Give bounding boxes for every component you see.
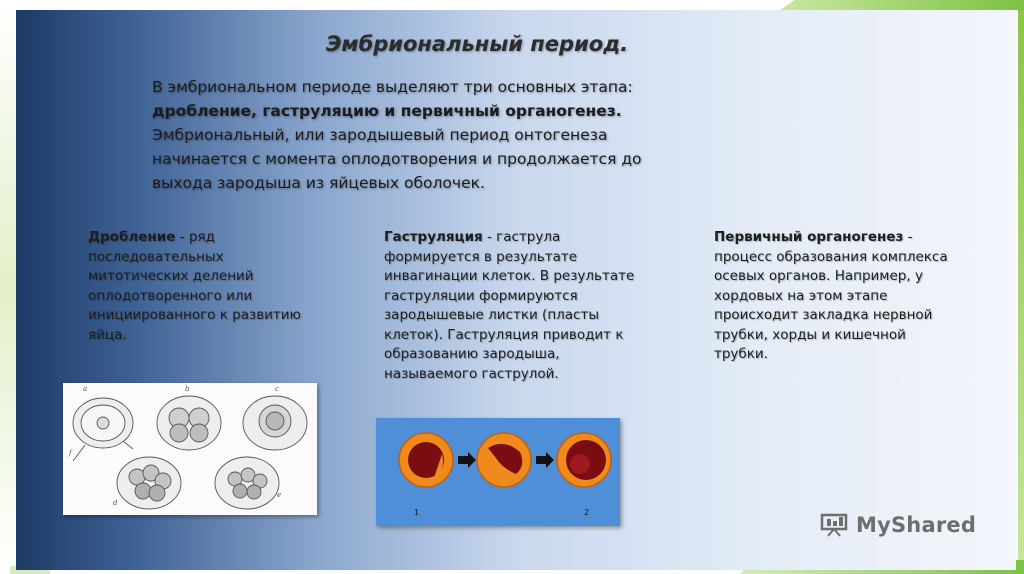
intro-line: В эмбриональном периоде выделяют три основных этапа: — [152, 78, 633, 96]
cleavage-stages-image — [63, 383, 317, 515]
intro-line: выхода зародыша из яйцевых оболочек. — [152, 174, 485, 192]
stage-label-2: 2 — [584, 508, 590, 517]
archenteron — [570, 454, 590, 474]
decorative-right-stripe — [1018, 10, 1024, 574]
intro-line-stages: дробление, гаструляцию и первичный органогенез. — [152, 102, 622, 120]
figure-label-a: a — [83, 385, 88, 393]
figure-label-f: f — [69, 449, 72, 457]
decorative-top-stripe — [780, 0, 1024, 10]
figure-label-e: e — [277, 491, 282, 499]
figure-label-c: c — [275, 385, 279, 393]
decorative-left-bar — [0, 0, 16, 574]
intro-paragraph — [152, 75, 812, 195]
watermark-text: MyShared — [856, 513, 977, 537]
arrow-icon — [536, 452, 554, 468]
cleavage-term: Дробление — [88, 229, 176, 245]
myshared-watermark — [820, 510, 990, 540]
figure-label-b: b — [185, 385, 190, 393]
slide-panel — [16, 10, 1016, 570]
gastrulation-stages-image — [376, 418, 620, 526]
gastrulation-definition — [384, 228, 644, 384]
arrow-icon — [458, 452, 476, 468]
organogenesis-text: - процесс образования комплекса осевых органов. Например, у хордовых на этом этапе происходит закладка нервной трубки, хорды и кишечной трубки. — [714, 229, 948, 362]
projector-screen-icon — [820, 513, 850, 537]
organogenesis-term: Первичный органогенез — [714, 229, 904, 245]
intro-line: Эмбриональный, или зародышевый период онтогенеза — [152, 126, 608, 144]
intro-line: начинается с момента оплодотворения и продолжается до — [152, 150, 642, 168]
gastrulation-text: - гаструла формируется в результате инвагинации клеток. В результате гаструляции формируются зародышевые листки (пласты клеток). Гаструляция приводит к образованию зародыша, называемого гаструлой. — [384, 229, 635, 382]
cleavage-definition — [88, 228, 323, 345]
slide-title: Эмбриональный период. — [326, 32, 629, 56]
figure-label-d: d — [113, 499, 118, 507]
cleavage-text: - ряд последовательных митотических делений оплодотворенного или инициированного к развитию яйца. — [88, 229, 301, 343]
stage-label-1: 1 — [414, 508, 420, 517]
gastrulation-term: Гаструляция — [384, 229, 483, 245]
organogenesis-definition — [714, 228, 964, 365]
